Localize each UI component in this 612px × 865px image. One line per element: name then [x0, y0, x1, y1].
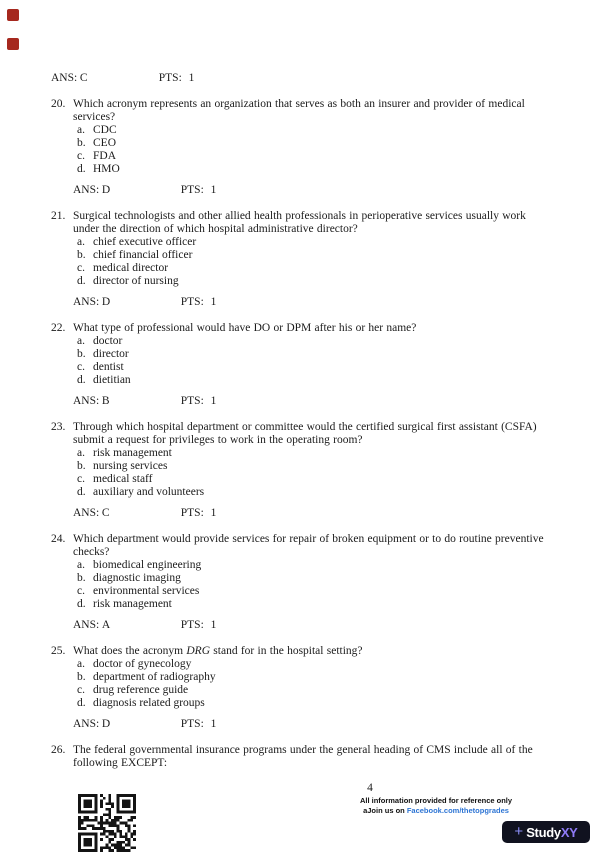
option-letter: a.: [77, 559, 85, 571]
option-text: director of nursing: [93, 275, 179, 287]
option-letter: b.: [77, 460, 86, 472]
answer-line: [73, 296, 551, 309]
option-text: chief financial officer: [93, 249, 193, 261]
option-text: dietitian: [93, 374, 131, 386]
option-text: biomedical engineering: [93, 559, 202, 571]
option-row: [73, 150, 551, 163]
option-letter: c.: [77, 684, 85, 696]
option-row: [73, 572, 551, 585]
option-row: [73, 236, 551, 249]
pts-value: 1: [210, 507, 217, 519]
option-text: medical director: [93, 262, 169, 274]
pts-label: PTS:: [180, 619, 204, 631]
option-letter: d.: [77, 486, 86, 498]
answer-line: [73, 184, 551, 197]
option-text: chief executive officer: [93, 236, 197, 248]
question-text: services?: [73, 111, 116, 123]
option-letter: c.: [77, 262, 85, 274]
answer-line: [73, 619, 551, 632]
option-row: [73, 348, 551, 361]
option-letter: c.: [77, 585, 85, 597]
option-letter: d.: [77, 163, 86, 175]
pts-value: 1: [210, 184, 217, 196]
option-text: FDA: [93, 150, 117, 162]
option-text: CDC: [93, 124, 117, 136]
option-letter: b.: [77, 671, 86, 683]
question-text: Through which hospital department or committee would the certified surgical first assistant (CSFA): [73, 421, 537, 433]
question-text: following EXCEPT:: [73, 757, 168, 769]
pts-value: 1: [210, 718, 217, 730]
option-text: diagnosis related groups: [93, 697, 205, 709]
option-row: [73, 137, 551, 150]
option-text: risk management: [93, 598, 172, 610]
option-row: [73, 486, 551, 499]
option-row: [73, 460, 551, 473]
option-row: [73, 598, 551, 611]
option-letter: d.: [77, 598, 86, 610]
ans-label: ANS:: [73, 296, 100, 308]
facebook-link[interactable]: Facebook.com/thetopgrades: [406, 805, 509, 815]
answer-line: [51, 72, 556, 85]
option-text: drug reference guide: [93, 684, 189, 696]
page-number: 4: [367, 782, 373, 794]
plus-icon: +: [514, 823, 524, 840]
option-text: risk management: [93, 447, 172, 459]
option-letter: a.: [77, 124, 85, 136]
question-text: What does the acronym DRG stand for in the hospital setting?: [73, 645, 363, 657]
question-number: 22.: [51, 322, 66, 334]
answer-line: [73, 395, 551, 408]
option-letter: c.: [77, 361, 85, 373]
question-text: What type of professional would have DO or DPM after his or her name?: [73, 322, 417, 334]
option-row: [73, 275, 551, 288]
option-row: [73, 697, 551, 710]
ans-value: A: [101, 619, 111, 631]
option-text: HMO: [93, 163, 120, 175]
pts-label: PTS:: [180, 718, 204, 730]
question-text: Surgical technologists and other allied health professionals in perioperative services usually work: [73, 210, 526, 222]
option-text: director: [93, 348, 129, 360]
option-row: [73, 684, 551, 697]
option-text: nursing services: [93, 460, 168, 472]
option-text: environmental services: [93, 585, 200, 597]
option-letter: a.: [77, 335, 85, 347]
option-text: doctor of gynecology: [93, 658, 192, 670]
question-text: under the direction of which hospital administrative director?: [73, 223, 358, 235]
option-row: [73, 163, 551, 176]
option-row: [73, 374, 551, 387]
ans-value: D: [101, 718, 111, 730]
option-letter: a.: [77, 658, 85, 670]
red-stamp-icon: [7, 9, 19, 21]
question-text: checks?: [73, 546, 110, 558]
pts-value: 1: [188, 72, 195, 84]
option-letter: b.: [77, 572, 86, 584]
brand-text-xy: XY: [560, 824, 578, 840]
option-row: [73, 262, 551, 275]
question-text: submit a request for privileges to work in the operating room?: [73, 434, 363, 446]
ans-label: ANS:: [73, 619, 100, 631]
pts-label: PTS:: [180, 296, 204, 308]
ans-label: ANS:: [73, 718, 100, 730]
question-number: 25.: [51, 645, 66, 657]
ans-value: C: [79, 72, 88, 84]
option-text: department of radiography: [93, 671, 216, 683]
ans-label: ANS:: [51, 72, 78, 84]
ans-value: B: [101, 395, 110, 407]
option-row: [73, 473, 551, 486]
option-row: [73, 447, 551, 460]
question-23: [51, 421, 556, 520]
option-text: diagnostic imaging: [93, 572, 181, 584]
question-number: 21.: [51, 210, 66, 222]
option-row: [73, 671, 551, 684]
ans-value: D: [101, 296, 111, 308]
ans-value: C: [101, 507, 110, 519]
question-number: 24.: [51, 533, 66, 545]
footer-note: [332, 796, 540, 815]
pts-label: PTS:: [180, 507, 204, 519]
option-text: dentist: [93, 361, 124, 373]
pts-label: PTS:: [180, 184, 204, 196]
option-letter: b.: [77, 249, 86, 261]
answer-line: [73, 718, 551, 731]
option-letter: a.: [77, 236, 85, 248]
brand-text-study: Study: [526, 824, 561, 840]
pts-value: 1: [210, 619, 217, 631]
option-row: [73, 335, 551, 348]
question-26: [51, 744, 556, 770]
option-letter: d.: [77, 697, 86, 709]
question-20: [51, 98, 556, 197]
question-24: [51, 533, 556, 632]
ans-label: ANS:: [73, 395, 100, 407]
pts-value: 1: [210, 296, 217, 308]
question-text: The federal governmental insurance programs under the general heading of CMS include all of the: [73, 744, 533, 756]
qr-code: [78, 794, 136, 852]
option-text: auxiliary and volunteers: [93, 486, 205, 498]
question-21: [51, 210, 556, 309]
option-letter: b.: [77, 348, 86, 360]
question-22: [51, 322, 556, 408]
option-row: [73, 124, 551, 137]
option-text: medical staff: [93, 473, 153, 485]
option-letter: c.: [77, 150, 85, 162]
question-text: Which department would provide services for repair of broken equipment or to do routine preventive: [73, 533, 544, 545]
option-letter: a.: [77, 447, 85, 459]
pts-label: PTS:: [180, 395, 204, 407]
reference-note: All information provided for reference only: [359, 796, 513, 805]
acronym-italic: DRG: [186, 645, 211, 657]
join-text: aJoin us on: [363, 805, 407, 815]
option-letter: b.: [77, 137, 86, 149]
studyxy-logo: [502, 821, 590, 843]
ans-label: ANS:: [73, 184, 100, 196]
question-number: 20.: [51, 98, 66, 110]
option-text: doctor: [93, 335, 123, 347]
option-row: [73, 559, 551, 572]
option-row: [73, 361, 551, 374]
question-number: 23.: [51, 421, 66, 433]
ans-value: D: [101, 184, 111, 196]
answer-line: [73, 507, 551, 520]
option-text: CEO: [93, 137, 116, 149]
pts-value: 1: [210, 395, 217, 407]
option-row: [73, 585, 551, 598]
pts-label: PTS:: [158, 72, 182, 84]
ans-label: ANS:: [73, 507, 100, 519]
option-letter: d.: [77, 374, 86, 386]
option-letter: c.: [77, 473, 85, 485]
red-stamp-icon: [7, 38, 19, 50]
question-25: [51, 645, 556, 731]
option-row: [73, 249, 551, 262]
question-text: Which acronym represents an organization that serves as both an insurer and provider of medical: [73, 98, 525, 110]
page-content: [51, 72, 556, 795]
question-number: 26.: [51, 744, 66, 756]
option-row: [73, 658, 551, 671]
option-letter: d.: [77, 275, 86, 287]
